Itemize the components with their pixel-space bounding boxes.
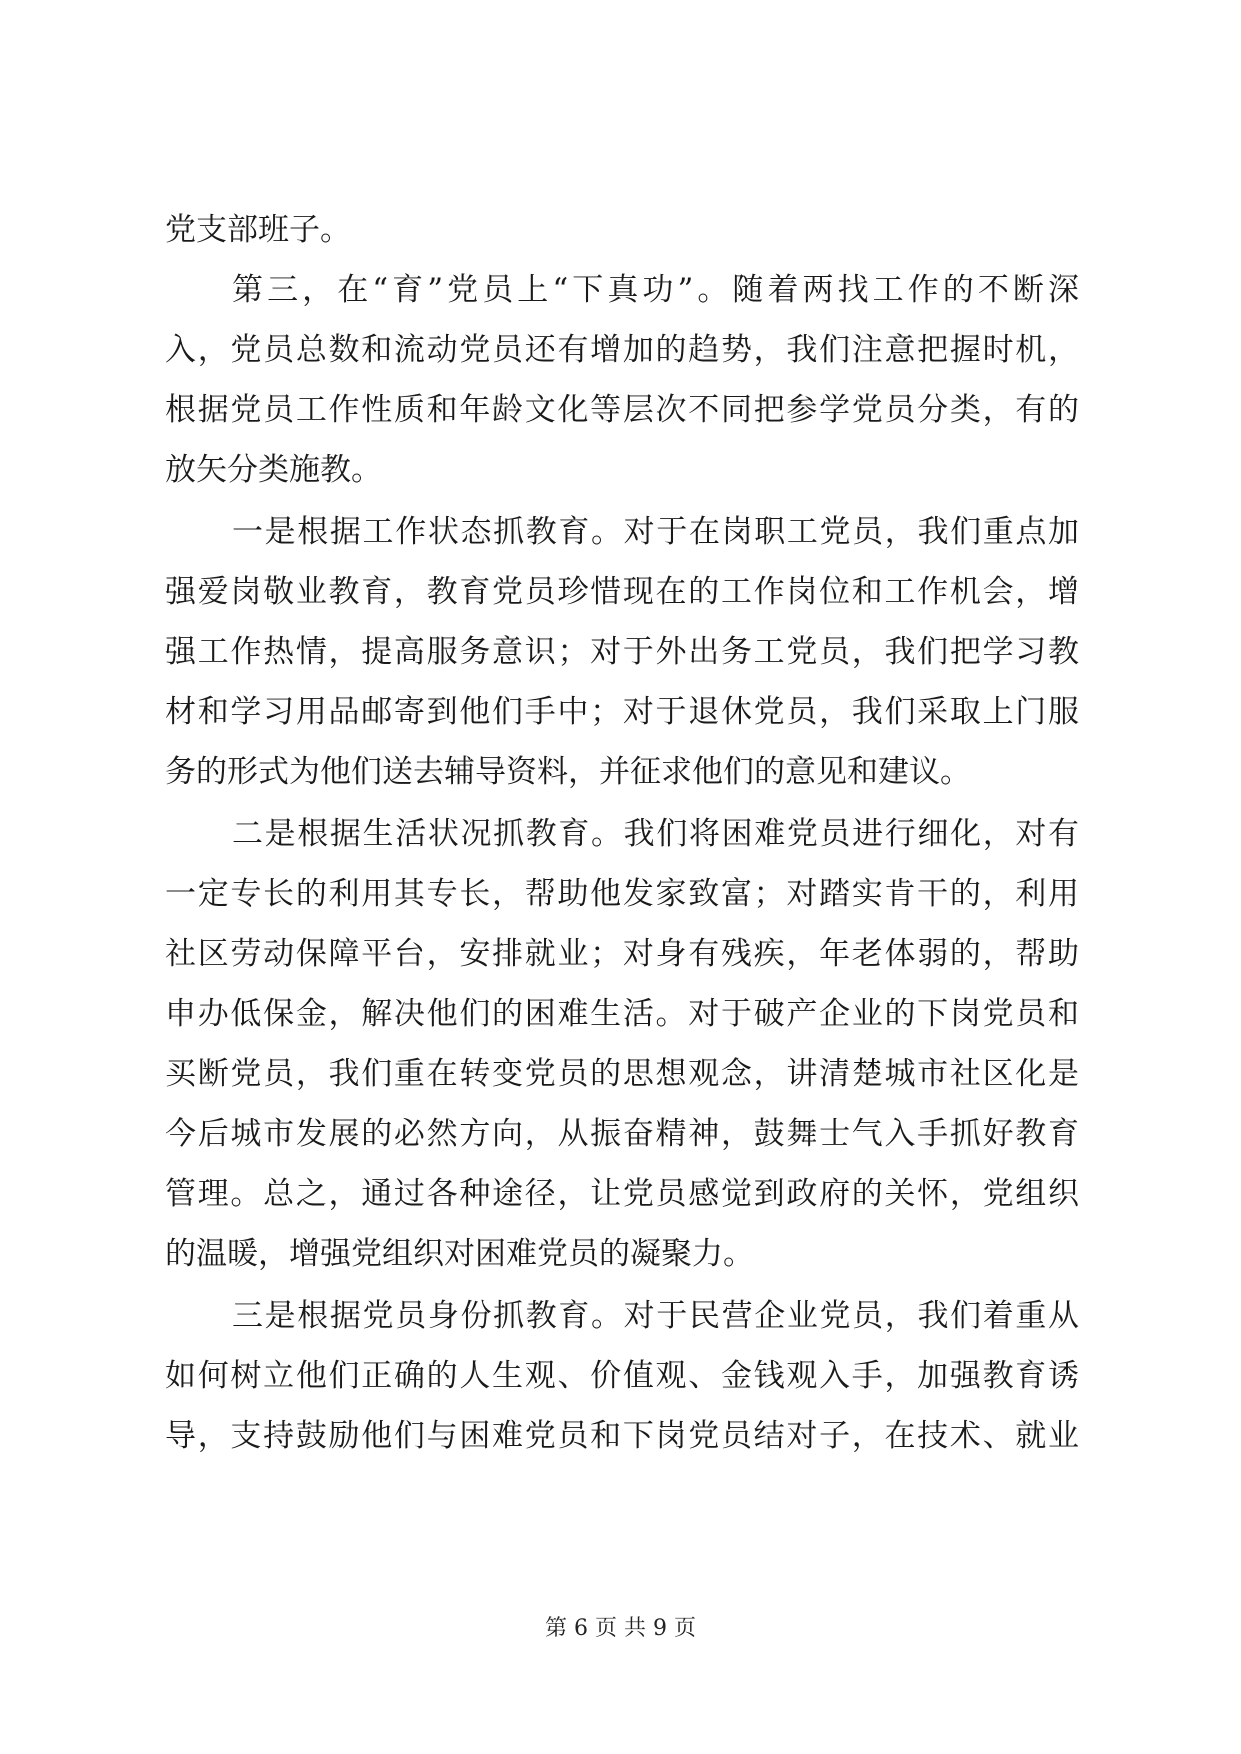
page-footer: 第 6 页 共 9 页 [545, 1616, 696, 1641]
text-line: 申办低保金，解决他们的困难生活。对于破产企业的下岗党员和 [165, 996, 1079, 1032]
text-line: 社区劳动保障平台，安排就业；对身有残疾，年老体弱的，帮助 [165, 936, 1079, 972]
text-line: 一定专长的利用其专长，帮助他发家致富；对踏实肯干的，利用 [165, 876, 1079, 912]
text-line: 党支部班子。 [165, 212, 351, 248]
text-line: 强爱岗敬业教育，教育党员珍惜现在的工作岗位和工作机会，增 [165, 574, 1079, 610]
text-line: 今后城市发展的必然方向，从振奋精神，鼓舞士气入手抓好教育 [165, 1116, 1079, 1152]
text-line: 强工作热情，提高服务意识；对于外出务工党员，我们把学习教 [165, 634, 1079, 670]
text-line: 材和学习用品邮寄到他们手中；对于退休党员，我们采取上门服 [165, 694, 1079, 730]
paragraph-start-line: 三是根据党员身份抓教育。对于民营企业党员，我们着重从 [232, 1298, 1079, 1334]
text-line: 入，党员总数和流动党员还有增加的趋势，我们注意把握时机， [165, 332, 1079, 368]
text-line: 导，支持鼓励他们与困难党员和下岗党员结对子，在技术、就业 [165, 1418, 1079, 1454]
text-line: 的温暖，增强党组织对困难党员的凝聚力。 [165, 1236, 754, 1272]
text-line: 如何树立他们正确的人生观、价值观、金钱观入手，加强教育诱 [165, 1358, 1079, 1394]
text-line: 务的形式为他们送去辅导资料，并征求他们的意见和建议。 [165, 754, 971, 790]
paragraph-start-line: 二是根据生活状况抓教育。我们将困难党员进行细化，对有 [232, 816, 1079, 852]
text-line: 根据党员工作性质和年龄文化等层次不同把参学党员分类，有的 [165, 392, 1079, 428]
text-line: 放矢分类施教。 [165, 452, 382, 488]
text-line: 管理。总之，通过各种途径，让党员感觉到政府的关怀，党组织 [165, 1176, 1079, 1212]
text-line: 买断党员，我们重在转变党员的思想观念，讲清楚城市社区化是 [165, 1056, 1079, 1092]
paragraph-start-line: 一是根据工作状态抓教育。对于在岗职工党员，我们重点加 [232, 514, 1079, 550]
paragraph-start-line: 第三，在“育”党员上“下真功”。随着两找工作的不断深 [232, 272, 1079, 308]
